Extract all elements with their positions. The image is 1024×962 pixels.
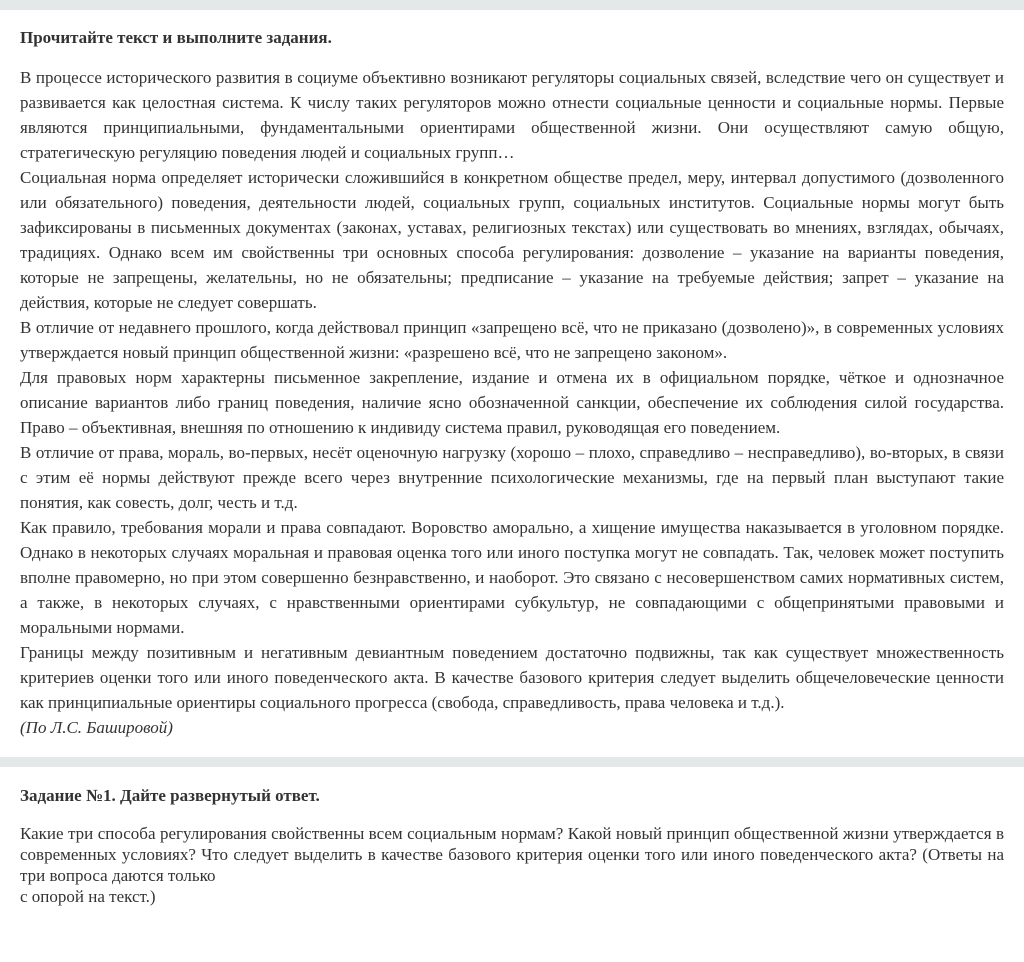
task-question: Какие три способа регулирования свойственны всем социальным нормам? Какой новый принцип общественной жизни утверждается в современных условиях? Что следует выделить в качестве базового критерия оценки того или иного поведенческого акта? (Ответы на три вопроса даются только xyxy=(20,824,1004,885)
reading-paragraph-6: Как правило, требования морали и права совпадают. Воровство аморально, а хищение имущества наказывается в уголовном порядке. Однако в некоторых случаях моральная и правовая оценка того или иного поступка могут не совпадать. Так, человек может поступить вполне правомерно, но при этом совершенно безнравственно, и наоборот. Это связано с несовершенством самих нормативных систем, а также, в некоторых случаях, с нравственными ориентирами субкультур, не совпадающими с общепринятыми правовыми и моральными нормами. xyxy=(20,518,1004,637)
section-divider xyxy=(0,757,1024,767)
task-title: Задание №1. Дайте развернутый ответ. xyxy=(20,786,320,805)
reading-paragraph-5: В отличие от права, мораль, во-первых, несёт оценочную нагрузку (хорошо – плохо, справедливо – несправедливо), во-вторых, в связи с этим её нормы действуют прежде всего через внутренние психологические механизмы, где на первый план выступают такие понятия, как совесть, долг, честь и т.д. xyxy=(20,443,1004,512)
reading-paragraph-3: В отличие от недавнего прошлого, когда действовал принцип «запрещено всё, что не приказано (дозволено)», в современных условиях утверждается новый принцип общественной жизни: «разрешено всё, что не запрещено законом». xyxy=(20,318,1004,362)
reading-title: Прочитайте текст и выполните задания. xyxy=(20,28,332,47)
reading-paragraph-4: Для правовых норм характерны письменное закрепление, издание и отмена их в официальном порядке, чёткое и однозначное описание вариантов либо границ поведения, наличие ясно обозначенной санкции, обеспечение их соблюдения силой государства. Право – объективная, внешняя по отношению к индивиду система правил, руководящая его поведением. xyxy=(20,368,1004,437)
reading-source: (По Л.С. Башировой) xyxy=(20,718,173,737)
reading-paragraph-1: В процессе исторического развития в социуме объективно возникают регуляторы социальных связей, вследствие чего он существует и развивается как целостная система. К числу таких регуляторов можно отнести социальные ценности и социальные нормы. Первые являются принципиальными, фундаментальными ориентирами общественной жизни. Они осуществляют самую общую, стратегическую регуляцию поведения людей и социальных групп… xyxy=(20,68,1004,162)
reading-card xyxy=(0,10,1024,740)
reading-paragraph-2: Социальная норма определяет исторически сложившийся в конкретном обществе предел, меру, интервал допустимого (дозволенного или обязательного) поведения, деятельности людей, социальных групп, социальных институтов. Социальные нормы могут быть зафиксированы в письменных документах (законах, уставах, религиозных текстах) или существовать во мнениях, взглядах, обычаях, традициях. Однако всем им свойственны три основных способа регулирования: дозволение – указание на варианты поведения, которые не запрещены, желательны, но не обязательны; предписание – указание на требуемые действия; запрет – указание на действия, которые не следует совершать. xyxy=(20,168,1004,312)
task-card xyxy=(0,767,1024,907)
task-question-end: с опорой на текст.) xyxy=(20,887,156,906)
top-divider xyxy=(0,0,1024,10)
reading-paragraph-7: Границы между позитивным и негативным девиантным поведением достаточно подвижны, так как существует множественность критериев оценки того или иного поведенческого акта. В качестве базового критерия следует выделить общечеловеческие ценности как принципиальные ориентиры социального прогресса (свобода, справедливость, права человека и т.д.). xyxy=(20,643,1004,712)
